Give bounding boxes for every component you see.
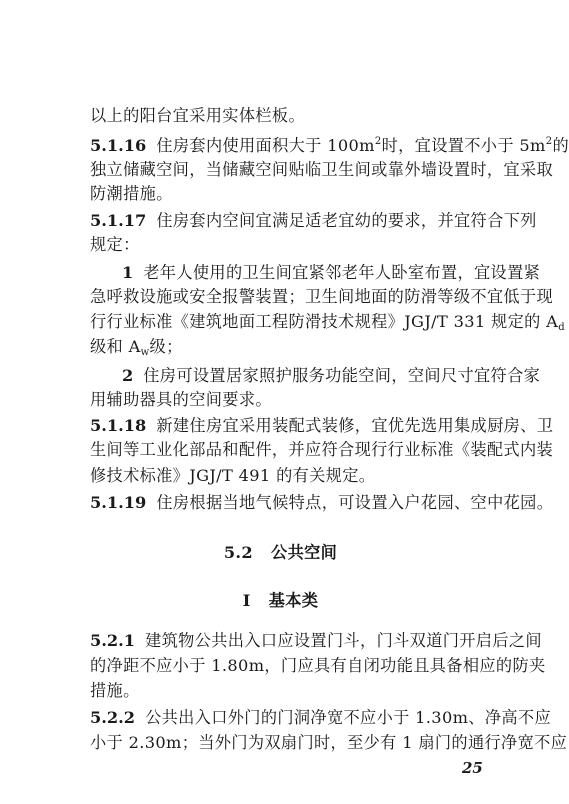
clause-text: 时，宜设置不小于 5m (381, 136, 546, 155)
superscript: 2 (374, 136, 382, 147)
item-text: 行行业标准《建筑地面工程防滑技术规程》JGJ/T 331 规定的 A (90, 312, 559, 331)
clause-text: 的净距不应小于 1.80m，门应具有自闭功能且具备相应的防夹 (90, 656, 546, 675)
clause-5-1-18-line2 (90, 439, 554, 461)
clause-5-1-17-line2 (90, 234, 500, 256)
carryover-text: 以上的阳台宜采用实体栏板。 (90, 106, 305, 125)
clause-text: 新建住房宜采用装配式装修，宜优先选用集成厨房、卫 (156, 416, 554, 435)
section-heading (0, 542, 561, 564)
item-text: 级； (149, 337, 183, 356)
item-text: 住房可设置居家照护服务功能空间，空间尺寸宜符合家 (143, 366, 541, 385)
clause-5-1-17-item-1 (122, 262, 541, 284)
clause-number: 5.2.2 (90, 708, 136, 727)
clause-text: 规定： (90, 235, 140, 254)
subscript: w (140, 347, 150, 358)
subsection-heading (0, 590, 561, 612)
clause-5-1-16 (90, 135, 569, 157)
clause-text: 的 (552, 136, 569, 155)
clause-5-1-17 (90, 210, 537, 232)
item-1-line3 (90, 311, 565, 333)
clause-number: 5.1.18 (90, 416, 147, 435)
clause-text: 建筑物公共出入口应设置门斗，门斗双道门开启后之间 (145, 631, 542, 650)
clause-5-2-2-line2 (90, 732, 568, 754)
clause-number: 5.1.19 (90, 493, 147, 512)
clause-text: 住房根据当地气候特点，可设置入户花园、空中花园。 (156, 493, 554, 512)
item-number: 2 (122, 366, 134, 385)
clause-number: 5.2.1 (90, 631, 136, 650)
clause-number: 5.1.17 (90, 211, 147, 230)
clause-5-1-19 (90, 492, 554, 514)
clause-number: 5.1.16 (90, 136, 147, 155)
clause-5-2-2 (90, 707, 551, 729)
clause-text: 住房套内空间宜满足适老宜幼的要求，并宜符合下列 (156, 211, 537, 230)
clause-5-1-18 (90, 415, 554, 437)
item-text: 用辅助器具的空间要求。 (90, 390, 272, 409)
clause-5-2-1-line2 (90, 655, 546, 677)
superscript: 2 (545, 136, 553, 147)
section-number: 5.2 (223, 543, 254, 562)
item-2-line2 (90, 389, 500, 411)
clause-5-2-1-line3 (90, 680, 500, 702)
clause-5-2-1 (90, 630, 542, 652)
clause-5-1-17-item-2 (122, 365, 541, 387)
clause-5-1-18-line3 (90, 465, 500, 487)
clause-text: 独立储藏空间，当储藏空间贴临卫生间或靠外墙设置时，宜采取 (90, 160, 554, 179)
section-title: 公共空间 (271, 543, 338, 562)
subscript: d (558, 322, 565, 333)
item-1-line4 (90, 336, 500, 358)
page-number: 25 (462, 759, 483, 777)
clause-text: 修技术标准》JGJ/T 491 的有关规定。 (90, 466, 376, 485)
clause-text: 小于 2.30m；当外门为双扇门时，至少有 1 扇门的通行净宽不应 (90, 733, 568, 752)
item-text: 老年人使用的卫生间宜紧邻老年人卧室布置，宜设置紧 (143, 263, 541, 282)
clause-text: 措施。 (90, 681, 140, 700)
clause-text: 防潮措施。 (90, 184, 173, 203)
clause-5-1-16-line2 (90, 159, 554, 181)
clause-text: 公共出入口外门的门洞净宽不应小于 1.30m、净高不应 (145, 708, 551, 727)
item-number: 1 (122, 263, 134, 282)
clause-text: 生间等工业化部品和配件，并应符合现行行业标准《装配式内装 (90, 440, 554, 459)
subsection-title: 基本类 (268, 591, 319, 610)
subsection-number: I (242, 591, 251, 610)
item-text: 级和 A (90, 337, 141, 356)
clause-5-1-16-line3 (90, 183, 500, 205)
item-1-line2 (90, 286, 554, 308)
carryover-line (90, 105, 500, 127)
clause-text: 住房套内使用面积大于 100m (156, 136, 375, 155)
item-text: 急呼救设施或安全报警装置；卫生间地面的防滑等级不宜低于现 (90, 287, 554, 306)
